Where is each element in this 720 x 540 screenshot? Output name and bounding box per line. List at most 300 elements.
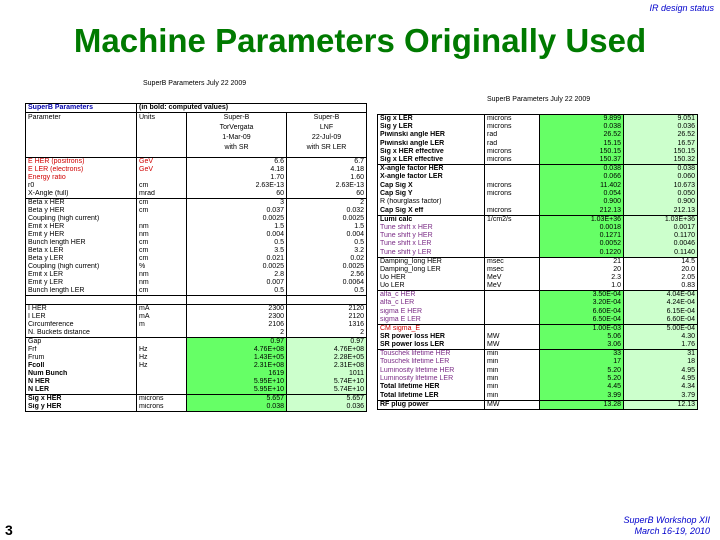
value-lnf: 4.95: [624, 375, 698, 383]
table-row: [26, 223, 367, 231]
parameter-name: Uo LER: [378, 282, 485, 291]
parameter-unit: GeV: [137, 166, 187, 174]
table-row: [378, 308, 698, 316]
value-lnf: 1011: [287, 370, 367, 378]
table-row: [26, 354, 367, 362]
value-lnf: 4.95: [624, 367, 698, 375]
value-torvergata: 0.004: [187, 231, 287, 239]
value-lnf: 2120: [287, 313, 367, 321]
table-row: [26, 207, 367, 215]
left-sheet-label: SuperB Parameters July 22 2009: [143, 80, 247, 87]
table-row: [26, 313, 367, 321]
value-torvergata: 17: [540, 358, 624, 366]
parameter-name: Beta y HER: [28, 207, 65, 214]
parameter-name: Emit y LER: [28, 279, 64, 286]
table-row: [378, 156, 698, 165]
table-row: [378, 291, 698, 300]
parameter-unit: microns: [485, 156, 540, 165]
value-lnf: 2: [287, 329, 367, 338]
table-row: [26, 182, 367, 190]
value-torvergata: 0.0018: [540, 224, 624, 232]
parameter-name: Fcoll: [28, 362, 45, 369]
value-torvergata: 3.5: [187, 247, 287, 255]
parameter-unit: [485, 232, 540, 240]
table-row: [378, 198, 698, 206]
parameter-name: Touschek lifetime HER: [380, 350, 451, 358]
table-row: [26, 231, 367, 239]
table-row: [26, 370, 367, 378]
value-lnf: 1.60: [287, 174, 367, 182]
parameter-unit: Hz: [137, 354, 187, 362]
value-torvergata: 2.63E-13: [187, 182, 287, 190]
value-torvergata: 33: [540, 350, 624, 359]
value-lnf: 31: [624, 350, 698, 359]
parameter-name: Energy ratio: [28, 174, 66, 181]
column-header-line: with SR LER: [306, 144, 347, 151]
value-lnf: [287, 296, 367, 305]
table-row: [26, 362, 367, 370]
parameter-unit: cm: [137, 199, 187, 208]
table-row: [378, 392, 698, 401]
parameter-unit: m: [137, 321, 187, 329]
parameter-name: Tune shift y LER: [378, 249, 485, 258]
parameter-unit: nm: [137, 271, 187, 279]
value-lnf: 0.032: [287, 207, 367, 215]
parameter-name: X-Angle (full): [26, 190, 137, 199]
value-lnf: 10.673: [624, 182, 698, 190]
value-torvergata: 26.52: [540, 131, 624, 139]
table-row: [26, 296, 367, 305]
value-lnf: 0.050: [624, 190, 698, 198]
parameter-name: Cap Sig X: [380, 181, 413, 189]
parameter-unit: cm: [137, 207, 187, 215]
table-row: [378, 148, 698, 156]
parameter-name: Bunch length LER: [26, 287, 137, 296]
value-torvergata: 6.50E-04: [540, 316, 624, 325]
value-lnf: 6.60E-04: [624, 316, 698, 325]
left-column-headers: [26, 113, 367, 158]
parameter-unit: MeV: [485, 274, 540, 282]
parameter-unit: mA: [137, 305, 187, 314]
column-header-line: 22-Jul-09: [311, 134, 342, 141]
value-torvergata: 0.0052: [540, 240, 624, 248]
parameter-unit: cm: [137, 247, 187, 255]
value-lnf: 0.0025: [287, 215, 367, 223]
page-number: 3: [5, 522, 13, 538]
parameter-unit: [137, 329, 187, 338]
value-lnf: 26.52: [624, 131, 698, 139]
parameter-unit: cm: [137, 239, 187, 247]
value-lnf: 0.5: [287, 287, 367, 296]
parameter-name: Beta x HER: [28, 199, 65, 206]
parameter-name: Cap Sig X eff: [378, 207, 485, 216]
table-row: [26, 395, 367, 404]
parameter-unit: [485, 324, 540, 333]
table-row: [26, 403, 367, 412]
parameter-name: I HER: [26, 305, 137, 314]
value-torvergata: 3.06: [540, 341, 624, 350]
table-row: [378, 249, 698, 258]
value-torvergata: 1.5: [187, 223, 287, 231]
parameter-unit: [485, 198, 540, 206]
value-lnf: 16.57: [624, 140, 698, 148]
parameter-unit: [137, 370, 187, 378]
parameter-unit: [485, 299, 540, 307]
column-header: [26, 113, 137, 158]
parameter-unit: cm: [137, 182, 187, 190]
left-title-row: [26, 104, 367, 113]
value-torvergata: 1.03E+36: [540, 215, 624, 224]
value-torvergata: 0.97: [187, 338, 287, 347]
table-row: [26, 247, 367, 255]
value-torvergata: 1.43E+05: [187, 354, 287, 362]
table-row: [26, 263, 367, 271]
value-torvergata: 0.054: [540, 190, 624, 198]
parameter-unit: GeV: [137, 158, 187, 167]
parameter-name: sigma E LER: [378, 316, 485, 325]
parameter-name: r0: [28, 182, 35, 189]
header-tag: IR design status: [649, 3, 714, 13]
value-torvergata: 60: [187, 190, 287, 199]
table-row: [26, 378, 367, 386]
parameter-unit: min: [485, 358, 540, 366]
value-torvergata: 4.45: [540, 383, 624, 391]
column-header-line: Units: [139, 114, 155, 121]
value-lnf: 0.0025: [287, 263, 367, 271]
value-lnf: 4.18: [287, 166, 367, 174]
value-lnf: 3.79: [624, 392, 698, 401]
table-row: [26, 271, 367, 279]
value-lnf: 5.74E+10: [287, 378, 367, 386]
parameter-name: Piwinski angle HER: [380, 131, 445, 139]
value-torvergata: 0.5: [187, 239, 287, 247]
parameter-name: Emit x LER: [28, 271, 64, 278]
parameter-unit: [485, 308, 540, 316]
value-lnf: 12.13: [624, 400, 698, 409]
value-lnf: 4.76E+08: [287, 346, 367, 354]
value-lnf: 2.28E+05: [287, 354, 367, 362]
table-row: [378, 240, 698, 248]
value-torvergata: 15.15: [540, 140, 624, 148]
parameter-unit: msec: [485, 257, 540, 266]
value-torvergata: 2.3: [540, 274, 624, 282]
value-torvergata: 3.50E-04: [540, 291, 624, 300]
value-torvergata: 11.402: [540, 182, 624, 190]
value-torvergata: 6.6: [187, 158, 287, 167]
parameter-unit: min: [485, 367, 540, 375]
value-lnf: 0.02: [287, 255, 367, 263]
parameter-unit: rad: [485, 131, 540, 139]
column-header-line: Super-B: [223, 114, 250, 121]
right-sheet-label: SuperB Parameters July 22 2009: [487, 96, 591, 103]
value-torvergata: 2106: [187, 321, 287, 329]
value-torvergata: 0.0025: [187, 215, 287, 223]
parameter-name: Lumi calc: [380, 215, 413, 223]
value-torvergata: 1.00E-03: [540, 324, 624, 333]
parameter-name: Coupling (high current): [28, 263, 100, 270]
parameter-name: Damping_long HER: [380, 257, 442, 265]
value-lnf: 3.2: [287, 247, 367, 255]
table-row: [378, 375, 698, 383]
value-lnf: 150.32: [624, 156, 698, 165]
value-torvergata: 0.900: [540, 198, 624, 206]
parameter-unit: Hz: [137, 346, 187, 354]
value-torvergata: 2300: [187, 313, 287, 321]
table-row: [378, 333, 698, 341]
parameter-unit: microns: [137, 403, 187, 412]
table-row: [378, 350, 698, 359]
table-row: [26, 215, 367, 223]
value-lnf: 0.900: [624, 198, 698, 206]
parameter-unit: nm: [137, 231, 187, 239]
value-torvergata: 3.99: [540, 392, 624, 401]
parameter-unit: 1/cm2/s: [485, 215, 540, 224]
table-row: [26, 255, 367, 263]
parameter-name: Damping_long LER: [380, 265, 441, 273]
table-row: [378, 367, 698, 375]
column-header-line: Parameter: [28, 114, 61, 121]
parameter-unit: [485, 291, 540, 300]
value-torvergata: 1.70: [187, 174, 287, 182]
parameter-name: Emit y HER: [28, 231, 65, 238]
parameter-name: Luminosity lifetime LER: [380, 375, 454, 383]
parameter-name: N HER: [28, 378, 50, 385]
parameter-name: Gap: [28, 338, 42, 345]
column-header: [187, 113, 287, 158]
parameter-name: N. Buckets distance: [26, 329, 137, 338]
footer-workshop: SuperB Workshop XII: [623, 515, 710, 525]
value-torvergata: 4.76E+08: [187, 346, 287, 354]
parameter-name: N LER: [26, 386, 137, 395]
parameter-name: Circumference: [28, 321, 74, 328]
table-row: [378, 400, 698, 409]
value-torvergata: 2.8: [187, 271, 287, 279]
parameter-name: Cap Sig Y: [380, 190, 413, 198]
parameter-unit: [137, 338, 187, 347]
value-lnf: 0.83: [624, 282, 698, 291]
value-lnf: 18: [624, 358, 698, 366]
table-row: [378, 190, 698, 198]
value-torvergata: 2.31E+08: [187, 362, 287, 370]
table-row: [378, 123, 698, 131]
column-header-line: TorVergata: [219, 124, 254, 131]
value-lnf: 1316: [287, 321, 367, 329]
value-torvergata: 0.038: [187, 403, 287, 412]
parameter-unit: microns: [485, 190, 540, 198]
value-torvergata: 3.20E-04: [540, 299, 624, 307]
parameter-unit: [485, 224, 540, 232]
value-torvergata: 20: [540, 266, 624, 274]
parameter-unit: microns: [485, 207, 540, 216]
table-row: [378, 383, 698, 391]
column-header-line: Super-B: [313, 114, 340, 121]
parameter-name: R (hourglass factor): [380, 198, 442, 206]
value-lnf: 60: [287, 190, 367, 199]
parameter-unit: rad: [485, 140, 540, 148]
table-row: [378, 115, 698, 124]
parameter-unit: min: [485, 392, 540, 401]
right-parameter-table: [377, 114, 698, 410]
parameter-unit: microns: [485, 148, 540, 156]
parameter-unit: min: [485, 350, 540, 359]
table-row: [26, 338, 367, 347]
parameter-name: Sig x HER: [28, 395, 62, 402]
value-torvergata: 3: [187, 199, 287, 208]
parameter-unit: msec: [485, 266, 540, 274]
table-row: [378, 324, 698, 333]
table-row: [26, 174, 367, 182]
table-row: [378, 232, 698, 240]
parameter-name: Emit x HER: [28, 223, 65, 230]
parameter-name: Sig y HER: [28, 403, 62, 410]
parameter-unit: mrad: [137, 190, 187, 199]
value-lnf: 0.5: [287, 239, 367, 247]
table-row: [378, 207, 698, 216]
parameter-name: sigma E HER: [380, 307, 423, 315]
parameter-unit: min: [485, 375, 540, 383]
value-lnf: 2.31E+08: [287, 362, 367, 370]
value-torvergata: 5.657: [187, 395, 287, 404]
value-lnf: 1.76: [624, 341, 698, 350]
table-row: [378, 266, 698, 274]
column-header-line: with SR: [224, 144, 249, 151]
parameter-unit: min: [485, 383, 540, 391]
value-lnf: 2120: [287, 305, 367, 314]
parameter-name: Frf: [28, 346, 37, 353]
value-torvergata: 0.1220: [540, 249, 624, 258]
parameter-unit: [485, 249, 540, 258]
value-lnf: 5.74E+10: [287, 386, 367, 395]
table-row: [378, 282, 698, 291]
column-header-line: LNF: [319, 124, 334, 131]
table-row: [26, 279, 367, 287]
table-row: [26, 321, 367, 329]
value-torvergata: 0.021: [187, 255, 287, 263]
parameter-unit: MW: [485, 341, 540, 350]
value-torvergata: 6.60E-04: [540, 308, 624, 316]
value-lnf: 5.657: [287, 395, 367, 404]
value-torvergata: 21: [540, 257, 624, 266]
value-lnf: 0.97: [287, 338, 367, 347]
parameter-unit: nm: [137, 279, 187, 287]
table-row: [378, 131, 698, 139]
value-lnf: 2: [287, 199, 367, 208]
table-row: [26, 329, 367, 338]
value-lnf: 0.060: [624, 173, 698, 181]
value-lnf: 6.15E-04: [624, 308, 698, 316]
table-row: [26, 190, 367, 199]
parameter-unit: MW: [485, 400, 540, 409]
footer: [623, 515, 710, 537]
value-torvergata: 0.5: [187, 287, 287, 296]
parameter-name: CM sigma_E: [380, 324, 421, 332]
parameter-name: RF plug power: [380, 400, 429, 408]
table-note: (in bold: computed values): [137, 104, 367, 113]
value-lnf: 1.5: [287, 223, 367, 231]
parameter-name: E LER (electrons): [28, 166, 84, 173]
value-torvergata: 150.15: [540, 148, 624, 156]
column-header-line: 1-Mar-09: [222, 134, 251, 141]
parameter-name: Sig x LER effective: [378, 156, 485, 165]
parameter-name: Bunch length HER: [28, 239, 86, 246]
left-parameter-table: [25, 103, 367, 412]
value-lnf: 6.7: [287, 158, 367, 167]
value-torvergata: 0.007: [187, 279, 287, 287]
parameter-unit: MeV: [485, 282, 540, 291]
value-lnf: 0.1140: [624, 249, 698, 258]
table-row: [26, 305, 367, 314]
value-lnf: 20.0: [624, 266, 698, 274]
value-torvergata: 13.28: [540, 400, 624, 409]
parameter-unit: [137, 378, 187, 386]
value-torvergata: 212.13: [540, 207, 624, 216]
table-title: SuperB Parameters: [26, 104, 137, 113]
value-lnf: 2.63E-13: [287, 182, 367, 190]
parameter-name: Tune shift y HER: [380, 232, 433, 240]
value-lnf: 0.038: [624, 165, 698, 174]
table-row: [378, 257, 698, 266]
value-lnf: 0.1170: [624, 232, 698, 240]
parameter-unit: cm: [137, 287, 187, 296]
value-torvergata: 5.20: [540, 367, 624, 375]
parameter-name: X-angle factor LER: [380, 173, 443, 181]
parameter-name: Tune shift x LER: [380, 240, 432, 248]
value-lnf: 1.03E+36: [624, 215, 698, 224]
table-row: [378, 274, 698, 282]
parameter-unit: microns: [485, 182, 540, 190]
parameter-unit: microns: [485, 123, 540, 131]
value-lnf: 4.34: [624, 383, 698, 391]
table-row: [378, 215, 698, 224]
column-header: [287, 113, 367, 158]
value-lnf: 0.036: [287, 403, 367, 412]
table-row: [378, 358, 698, 366]
parameter-name: alfa_c HER: [380, 291, 416, 299]
value-torvergata: 2: [187, 329, 287, 338]
parameter-name: Tune shift x HER: [380, 223, 433, 231]
value-torvergata: 5.20: [540, 375, 624, 383]
parameter-name: Coupling (high current): [28, 215, 100, 222]
parameter-unit: [137, 174, 187, 182]
table-row: [26, 158, 367, 167]
parameter-unit: [485, 316, 540, 325]
value-torvergata: 5.06: [540, 333, 624, 341]
parameter-unit: [485, 165, 540, 174]
parameter-name: Num Bunch: [28, 370, 68, 377]
parameter-unit: cm: [137, 255, 187, 263]
value-lnf: 0.004: [287, 231, 367, 239]
table-row: [26, 346, 367, 354]
value-torvergata: [187, 296, 287, 305]
table-row: [26, 199, 367, 208]
value-lnf: 14.5: [624, 257, 698, 266]
parameter-name: Luminosity lifetime HER: [380, 366, 455, 374]
value-torvergata: 5.95E+10: [187, 378, 287, 386]
parameter-name: Sig x HER effective: [380, 148, 444, 156]
value-torvergata: 0.038: [540, 123, 624, 131]
parameter-name: SR power loss HER: [380, 333, 445, 341]
parameter-name: Frum: [28, 354, 45, 361]
table-row: [378, 173, 698, 181]
parameter-unit: nm: [137, 223, 187, 231]
parameter-unit: [485, 173, 540, 181]
value-torvergata: 1619: [187, 370, 287, 378]
slide-title: Machine Parameters Originally Used: [73, 22, 647, 59]
value-torvergata: 2300: [187, 305, 287, 314]
value-lnf: 4.30: [624, 333, 698, 341]
table-row: [378, 316, 698, 325]
parameter-name: Total lifetime HER: [380, 383, 440, 391]
